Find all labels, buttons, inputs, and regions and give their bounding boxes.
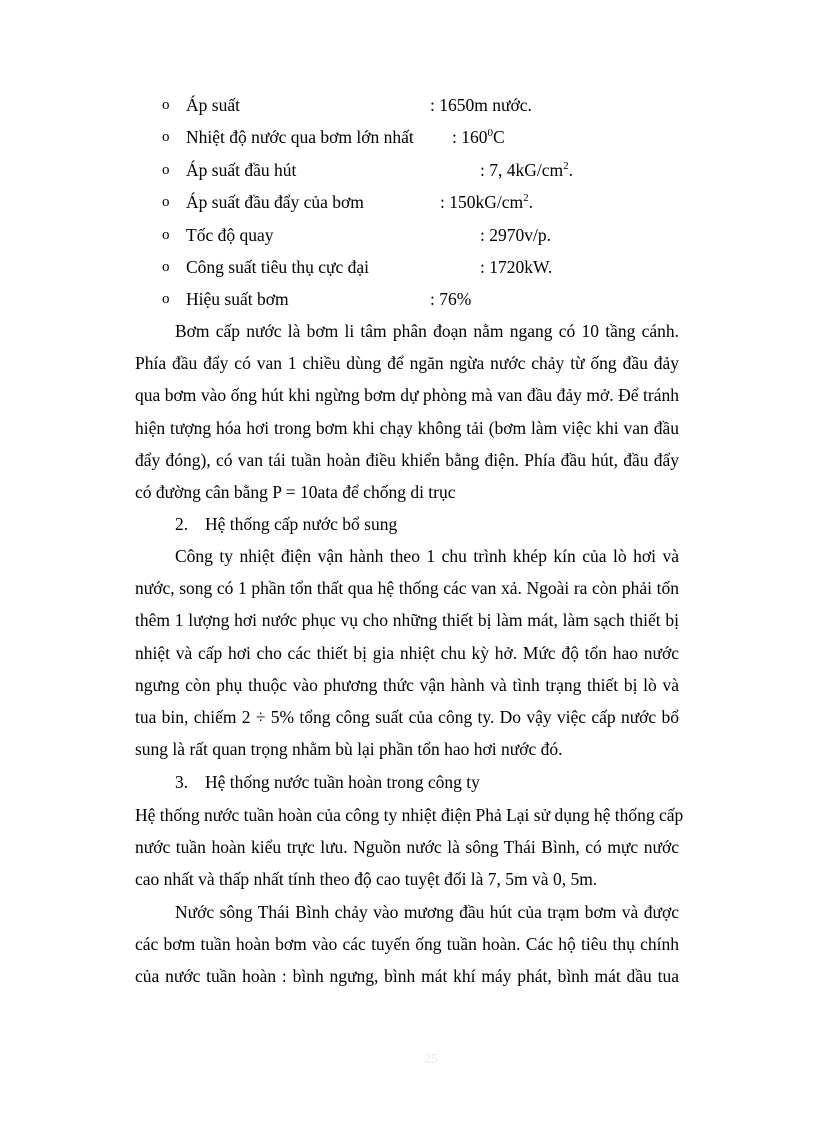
spec-value: : 2970v/p. <box>480 225 551 245</box>
heading-number: 3. <box>175 772 189 792</box>
spec-item <box>162 287 762 311</box>
text-line: Bơm cấp nước là bơm li tâm phân đoạn nằm ngang có 10 tầng cánh. <box>175 321 679 341</box>
bullet-icon: o <box>162 194 170 210</box>
text-line: qua bơm vào ống hút khi ngừng bơm dự phòng mà van đầu đảy mở. Để tránh <box>135 385 679 406</box>
spec-value: : $150kG/cm^2$. <box>440 192 533 212</box>
spec-item <box>162 93 762 117</box>
text-line: tua bin, chiếm 2 ÷ 5% tổng công suất của công ty. Do vậy việc cấp nước bổ <box>135 706 679 727</box>
text-line: hiện tượng hóa hơi trong bơm khi chạy không tải (bơm làm việc khi van đầu <box>135 417 679 438</box>
bullet-icon: o <box>162 97 170 113</box>
bullet-icon: o <box>162 291 170 307</box>
text-line: ngưng còn phụ thuộc vào phương thức vận hành và tình trạng thiết bị lò và <box>135 674 679 695</box>
spec-item <box>162 223 762 247</box>
text-line: Phía đầu đẩy có van 1 chiều dùng để ngăn ngừa nước chảy từ ống đầu đảy <box>135 353 679 374</box>
paragraph-circulating-water <box>135 799 684 896</box>
text-line: cao nhất và thấp nhất tính theo độ cao tuyệt đối là 7, 5m và 0, 5m. <box>135 869 598 890</box>
bullet-icon: o <box>162 129 170 145</box>
spec-item <box>162 255 762 279</box>
heading-number: 2. <box>175 514 189 534</box>
spec-label: Áp suất đầu đẩy của bơm <box>186 192 364 212</box>
text-line: của nước tuần hoàn : bình ngưng, bình mát khí máy phát, bình mát dầu tua <box>135 966 679 987</box>
spec-value: : 7, $4kG/cm^2$. <box>480 160 573 180</box>
spec-item <box>162 158 762 182</box>
text-line: Hệ thống nước tuần hoàn của công ty nhiệt điện Phả Lại sử dụng hệ thống cấp <box>135 805 684 825</box>
text-line: thêm 1 lượng hơi nước phục vụ cho những thiết bị làm mát, làm sạch thiết bị <box>135 610 679 631</box>
paragraph-makeup-water <box>135 540 679 765</box>
spec-label: Công suất tiêu thụ cực đại <box>186 257 369 277</box>
spec-item <box>162 125 762 149</box>
spec-value: : 76% <box>430 289 472 309</box>
section-heading-3 <box>175 767 480 797</box>
bullet-icon: o <box>162 162 170 178</box>
spec-label: Hiệu suất bơm <box>186 289 289 309</box>
bullet-icon: o <box>162 227 170 243</box>
paragraph-pump-description <box>135 315 679 508</box>
bullet-icon: o <box>162 259 170 275</box>
spec-value: : 1720kW. <box>480 257 553 277</box>
text-line: các bơm tuần hoàn bơm vào các tuyến ống tuần hoàn. Các hộ tiêu thụ chính <box>135 934 679 955</box>
spec-label: Áp suất <box>186 95 240 115</box>
text-line: nước, song có 1 phần tổn thất qua hệ thống các van xả. Ngoài ra còn phải tốn <box>135 578 679 599</box>
spec-value: : 1650m nước. <box>430 95 532 115</box>
text-line: nhiệt và cấp hơi cho các thiết bị gia nhiệt chu kỳ hở. Mức độ tổn hao nước <box>135 642 679 663</box>
paragraph-thai-binh-river <box>135 896 679 993</box>
text-line: đẩy đóng), có van tái tuần hoàn điều khiển bằng điện. Phía đầu hút, đầu đẩy <box>135 449 679 470</box>
spec-label: Áp suất đầu hút <box>186 160 297 180</box>
text-line: Công ty nhiệt điện vận hành theo 1 chu trình khép kín của lò hơi và <box>175 546 679 566</box>
spec-label: Nhiệt độ nước qua bơm lớn nhất <box>186 127 414 147</box>
text-line: Nước sông Thái Bình chảy vào mương đầu hút của trạm bơm và được <box>175 902 679 922</box>
section-heading-2 <box>175 509 397 539</box>
heading-text: Hệ thống nước tuần hoàn trong công ty <box>205 772 480 792</box>
spec-label: Tốc độ quay <box>186 225 274 245</box>
spec-item <box>162 190 762 214</box>
text-line: nước tuần hoàn kiểu trực lưu. Nguồn nước là sông Thái Bình, có mực nước <box>135 837 679 858</box>
spec-value: : $160^0C$ <box>452 127 505 147</box>
page-number: 25 <box>424 1052 438 1067</box>
text-line: sung là rất quan trọng nhằm bù lại phần tổn hao hơi nước đó. <box>135 739 563 760</box>
heading-text: Hệ thống cấp nước bổ sung <box>205 514 398 534</box>
text-line: có đường cân bằng P = 10ata để chống di trục <box>135 481 456 502</box>
